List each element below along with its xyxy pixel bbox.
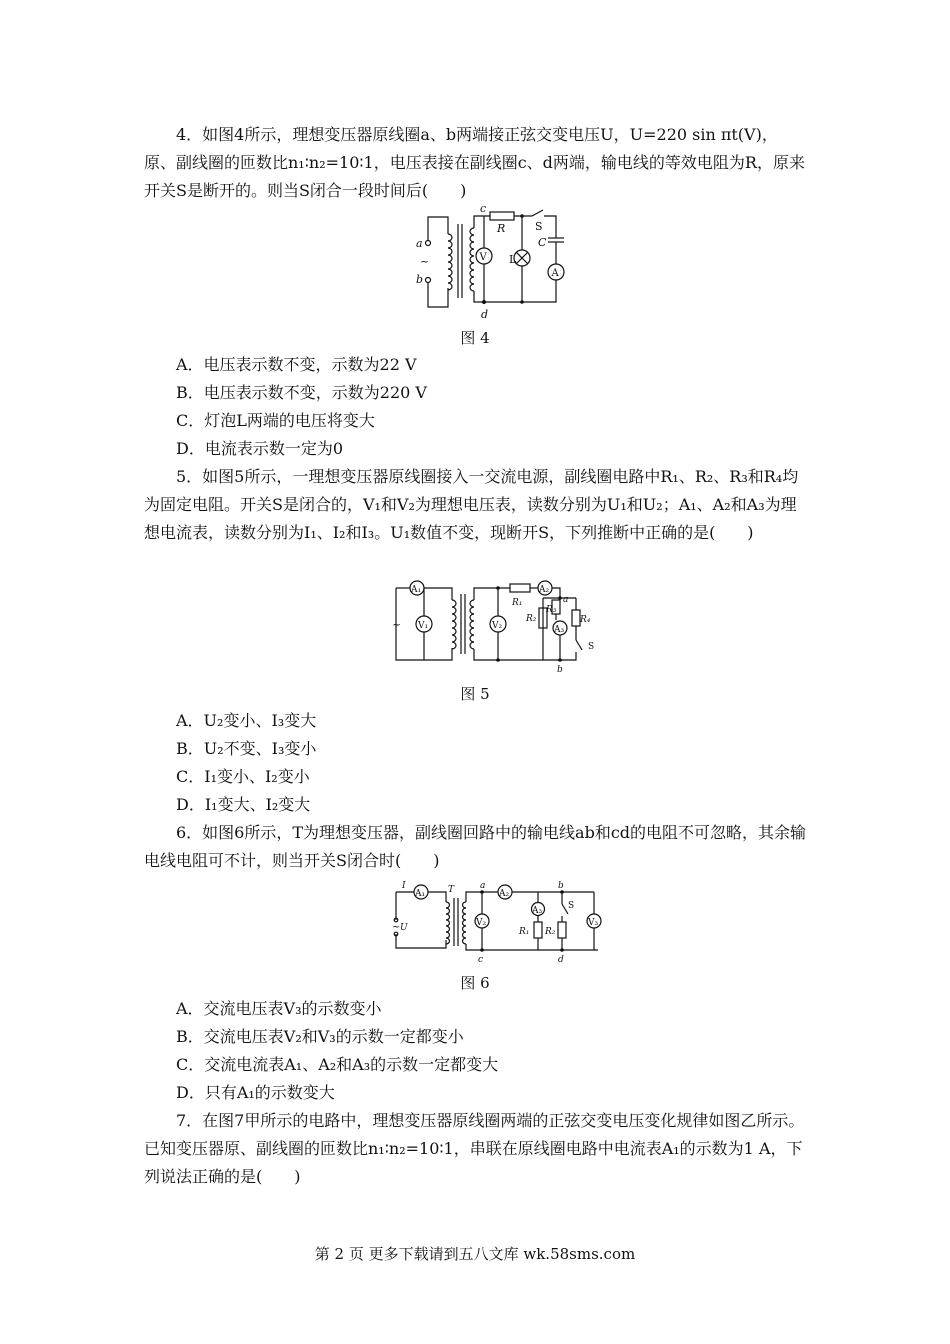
svg-text:S: S <box>535 220 543 233</box>
q6-option-d[interactable]: D．只有A₁的示数变大 <box>176 1083 335 1102</box>
q4-stem: 4．如图4所示，理想变压器原线圈a、b两端接正弦交变电压U，U=220 sin πt(V)，原、副线圈的匝数比n₁∶n₂=10∶1，电压表接在副线圈c、d两端，输电线的等效电阻为R，原来开关S是断开的。则当S闭合一段时间后( ) <box>144 125 805 200</box>
switch-S <box>532 210 543 216</box>
svg-text:V₁: V₁ <box>418 621 429 631</box>
svg-text:R₂: R₂ <box>526 614 537 624</box>
svg-text:b: b <box>416 273 424 286</box>
figure-4-caption: 图 4 <box>460 329 490 347</box>
q5-option-c[interactable]: C．I₁变小、I₂变小 <box>176 767 310 786</box>
svg-text:A₃: A₃ <box>554 625 565 635</box>
svg-text:d: d <box>481 308 489 321</box>
q6-option-a[interactable]: A．交流电压表V₃的示数变小 <box>176 999 382 1018</box>
svg-text:a: a <box>563 595 569 605</box>
svg-text:A₃: A₃ <box>532 906 543 916</box>
page-footer: 第 2 页 更多下载请到五八文库 wk.58sms.com <box>314 1245 636 1263</box>
svg-text:A₂: A₂ <box>539 585 550 595</box>
q4-option-b[interactable]: B．电压表示数不变，示数为220 V <box>176 383 427 402</box>
svg-text:A: A <box>551 268 559 279</box>
svg-text:R₄: R₄ <box>580 615 591 625</box>
q4-option-d[interactable]: D．电流表示数一定为0 <box>176 439 344 458</box>
svg-text:c: c <box>480 202 487 215</box>
svg-text:U: U <box>400 923 408 933</box>
svg-text:C: C <box>538 236 547 249</box>
svg-text:V₂: V₂ <box>492 621 503 631</box>
primary-coil <box>448 234 452 290</box>
secondary-coil <box>470 228 474 291</box>
svg-text:A₁: A₁ <box>411 585 422 595</box>
svg-text:~: ~ <box>392 922 401 933</box>
svg-text:V: V <box>479 252 487 263</box>
figure-4-circuit <box>412 202 582 324</box>
q4-option-c[interactable]: C．灯泡L两端的电压将变大 <box>176 411 375 430</box>
figure-5-caption: 图 5 <box>460 685 490 703</box>
svg-text:a: a <box>480 881 486 891</box>
svg-text:b: b <box>558 881 564 891</box>
q6-stem: 6．如图6所示，T为理想变压器，副线圈回路中的输电线ab和cd的电阻不可忽略，其余输电线电阻可不计，则当开关S闭合时( ) <box>144 823 807 870</box>
svg-text:R₂: R₂ <box>545 927 556 937</box>
svg-text:c: c <box>478 955 484 965</box>
svg-text:S: S <box>588 642 595 652</box>
q5-option-a[interactable]: A．U₂变小、I₃变大 <box>176 711 317 730</box>
svg-text:L: L <box>509 253 517 266</box>
q5-option-b[interactable]: B．U₂不变、I₃变小 <box>176 739 317 758</box>
q6-option-c[interactable]: C．交流电流表A₁、A₂和A₃的示数一定都变大 <box>176 1055 499 1074</box>
resistor-R <box>490 212 514 220</box>
svg-text:a: a <box>416 237 423 250</box>
q5-stem: 5．如图5所示，一理想变压器原线圈接入一交流电源，副线圈电路中R₁、R₂、R₃和R₄均为固定电阻。开关S是闭合的，V₁和V₂为理想电压表，读数分别为U₁和U₂；A₁、A₂和A₃为理想电流表，读数分别为I₁、I₂和I₃。U₁数值不变，现断开S，下列推断中正确的是( ) <box>144 467 799 542</box>
svg-text:T: T <box>448 885 455 895</box>
svg-text:~: ~ <box>420 255 430 268</box>
q7-stem: 7．在图7甲所示的电路中，理想变压器原线圈两端的正弦交变电压变化规律如图乙所示。已知变压器原、副线圈的匝数比n₁∶n₂=10∶1，串联在原线圈电路中电流表A₁的示数为1 A，下列说法正确的是( ) <box>144 1111 805 1186</box>
svg-text:I: I <box>402 881 406 891</box>
svg-text:V₂: V₂ <box>476 918 487 928</box>
svg-text:A₁: A₁ <box>415 889 426 899</box>
svg-text:V₃: V₃ <box>588 918 599 928</box>
q4-option-a[interactable]: A．电压表示数不变，示数为22 V <box>176 355 417 374</box>
svg-text:R: R <box>497 222 506 235</box>
svg-text:R₁: R₁ <box>519 927 530 937</box>
svg-text:A₂: A₂ <box>499 889 510 899</box>
figure-6-caption: 图 6 <box>460 974 490 992</box>
figure-6-circuit <box>388 878 599 966</box>
terminal-a <box>426 241 431 246</box>
q6-option-b[interactable]: B．交流电压表V₂和V₃的示数一定都变小 <box>176 1027 464 1046</box>
svg-text:d: d <box>558 955 564 965</box>
figure-5-circuit <box>390 578 602 676</box>
terminal-b <box>426 278 431 283</box>
svg-text:R₃: R₃ <box>546 605 557 615</box>
svg-text:R₁: R₁ <box>512 598 523 608</box>
svg-text:S: S <box>568 901 575 911</box>
svg-text:b: b <box>557 665 563 675</box>
q5-option-d[interactable]: D．I₁变大、I₂变大 <box>176 795 311 814</box>
svg-text:~: ~ <box>392 618 402 631</box>
